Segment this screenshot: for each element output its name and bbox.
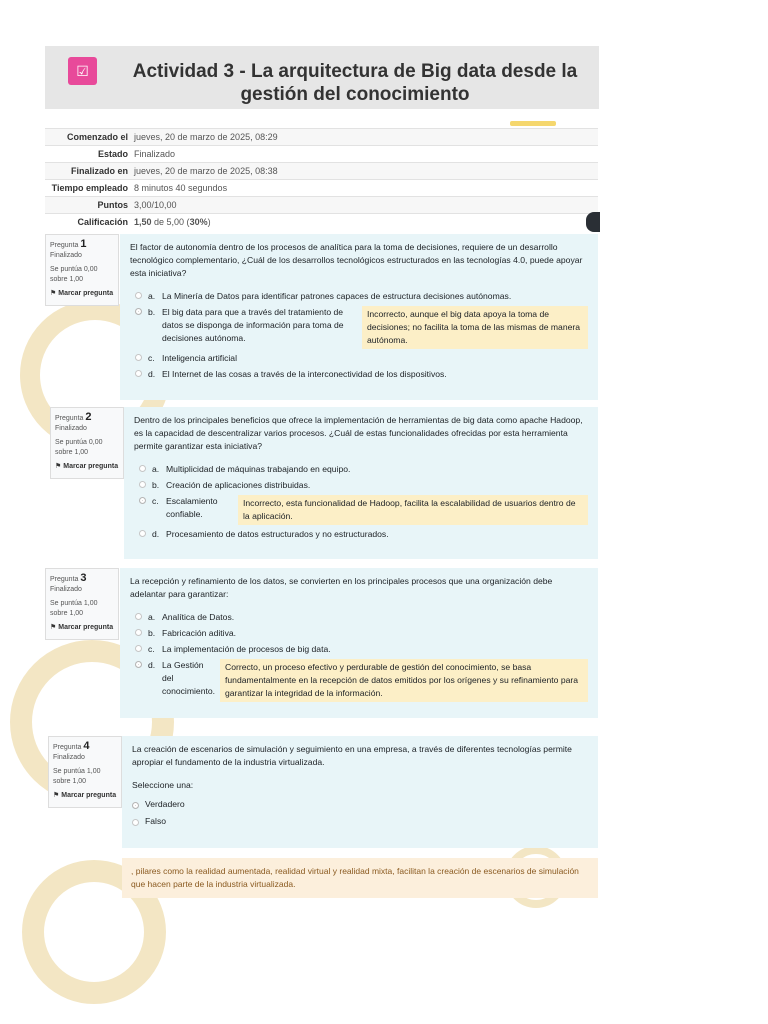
question-content: [120, 234, 598, 400]
radio-button[interactable]: [135, 629, 142, 636]
grade-percent: 30%: [189, 217, 208, 227]
answer-option[interactable]: c. Escalamiento confiable. Incorrecto, esta funcionalidad de Hadoop, facilita la escalabilidad de usuarios dentro de la aplicación.: [139, 495, 588, 525]
question-info: Pregunta 4 Finalizado Se puntúa 1,00 sobre 1,00 ⚑ Marcar pregunta: [48, 736, 122, 808]
answer-option[interactable]: c. La implementación de procesos de big data.: [135, 643, 588, 656]
grade-value: 1,50: [134, 217, 152, 227]
select-one-prompt: Seleccione una:: [132, 780, 194, 790]
radio-button-selected[interactable]: [132, 802, 139, 809]
answer-option[interactable]: a. La Minería de Datos para identificar patrones capaces de estructura decisiones autónomas.: [135, 290, 588, 303]
question-info: Pregunta 1 Finalizado Se puntúa 0,00 sobre 1,00 ⚑ Marcar pregunta: [45, 234, 119, 306]
radio-button-selected[interactable]: [135, 661, 142, 668]
radio-button[interactable]: [139, 465, 146, 472]
answer-option[interactable]: d. La Gestión del conocimiento. Correcto, un proceso efectivo y perdurable de gestión del conocimiento, se basa fundamentalmente en la recepción de datos emitidos por los orígenes y su refinamiento para garantizar la integridad de la información.: [135, 659, 588, 702]
summary-row: Estado Finalizado: [45, 146, 598, 163]
summary-row: Puntos 3,00/10,00: [45, 197, 598, 214]
radio-button[interactable]: [135, 354, 142, 361]
question-info: Pregunta 3 Finalizado Se puntúa 1,00 sobre 1,00 ⚑ Marcar pregunta: [45, 568, 119, 640]
summary-row: Comenzado el jueves, 20 de marzo de 2025, 08:29: [45, 129, 598, 146]
answer-option[interactable]: b. El big data para que a través del tratamiento de datos se disponga de información para toma de decisiones autónoma. Incorrecto, aunque el big data apoya la toma de decisiones; no facilita la toma de las mismas de manera autónoma.: [135, 306, 588, 349]
radio-button[interactable]: [135, 370, 142, 377]
question-text: La creación de escenarios de simulación y seguimiento en una empresa, a través de diferentes tecnologías permite apropiar el fundamento de la industria virtualizada.: [132, 744, 572, 767]
flag-question-link[interactable]: ⚑ Marcar pregunta: [50, 290, 114, 297]
answer-option-true[interactable]: Verdadero: [132, 798, 588, 811]
answer-option-false[interactable]: Falso: [132, 815, 588, 828]
summary-row: Calificación 1,50 de 5,00 (30%): [45, 214, 598, 231]
question-text: El factor de autonomía dentro de los procesos de analítica para la toma de decisiones, requiere de un desarrollo tecnológico complementario, ¿Cuál de los desarrollos tecnológicos estructurados en las tecnologías 4.0, puede apoyar esta iniciativa?: [130, 242, 583, 278]
flag-question-link[interactable]: ⚑ Marcar pregunta: [50, 624, 114, 631]
question-content: [120, 568, 598, 718]
answer-option[interactable]: a. Analítica de Datos.: [135, 611, 588, 624]
question-text: Dentro de los principales beneficios que ofrece la implementación de herramientas de big data como apache Hadoop, es la capacidad de descentralizar varios procesos. ¿Cuál de estas funcionalidades ofrecidas por esta herramienta permite garantizar esta iniciativa?: [134, 415, 583, 451]
question-text: La recepción y refinamiento de los datos, se convierten en los principales procesos que una organización debe adelantar para garantizar:: [130, 576, 553, 599]
general-feedback: , pilares como la realidad aumentada, realidad virtual y realidad mixta, facilitan la creación de escenarios de simulación que hacen parte de la industria virtualizada.: [122, 858, 598, 898]
radio-button[interactable]: [135, 645, 142, 652]
answer-option[interactable]: b. Fabricación aditiva.: [135, 627, 588, 640]
answer-feedback: Correcto, un proceso efectivo y perdurable de gestión del conocimiento, se basa fundamentalmente en la recepción de datos emitidos por los orígenes y su refinamiento para garantizar la integridad de la información.: [220, 659, 588, 702]
radio-button-selected[interactable]: [135, 308, 142, 315]
answer-option[interactable]: c. Inteligencia artificial: [135, 352, 588, 365]
radio-button[interactable]: [139, 481, 146, 488]
question-content: [122, 736, 598, 848]
radio-button-selected[interactable]: [139, 497, 146, 504]
page-title: Actividad 3 - La arquitectura de Big data desde la gestión del conocimiento: [132, 61, 578, 105]
answer-feedback: Incorrecto, esta funcionalidad de Hadoop, facilita la escalabilidad de usuarios dentro de la aplicación.: [238, 495, 588, 525]
answer-feedback: Incorrecto, aunque el big data apoya la toma de decisiones; no facilita la toma de las mismas de manera autónoma.: [362, 306, 588, 349]
drawer-toggle-button[interactable]: [586, 212, 600, 232]
radio-button[interactable]: [132, 819, 139, 826]
flag-question-link[interactable]: ⚑ Marcar pregunta: [55, 463, 119, 470]
answer-option[interactable]: d. El Internet de las cosas a través de la interconectividad de los dispositivos.: [135, 368, 588, 381]
question-info: Pregunta 2 Finalizado Se puntúa 0,00 sobre 1,00 ⚑ Marcar pregunta: [50, 407, 124, 479]
page-header: [45, 46, 599, 109]
summary-row: Tiempo empleado 8 minutos 40 segundos: [45, 180, 598, 197]
answer-option[interactable]: b. Creación de aplicaciones distribuidas.: [139, 479, 588, 492]
summary-row: Finalizado en jueves, 20 de marzo de 2025, 08:38: [45, 163, 598, 180]
radio-button[interactable]: [139, 530, 146, 537]
answer-option[interactable]: a. Multiplicidad de máquinas trabajando en equipo.: [139, 463, 588, 476]
decorative-tab: [510, 121, 556, 126]
radio-button[interactable]: [135, 613, 142, 620]
flag-question-link[interactable]: ⚑ Marcar pregunta: [53, 792, 117, 799]
assignment-icon: ☑: [68, 57, 97, 85]
attempt-summary: [45, 128, 598, 230]
question-content: [124, 407, 598, 559]
radio-button[interactable]: [135, 292, 142, 299]
answer-option[interactable]: d. Procesamiento de datos estructurados y no estructurados.: [139, 528, 588, 541]
